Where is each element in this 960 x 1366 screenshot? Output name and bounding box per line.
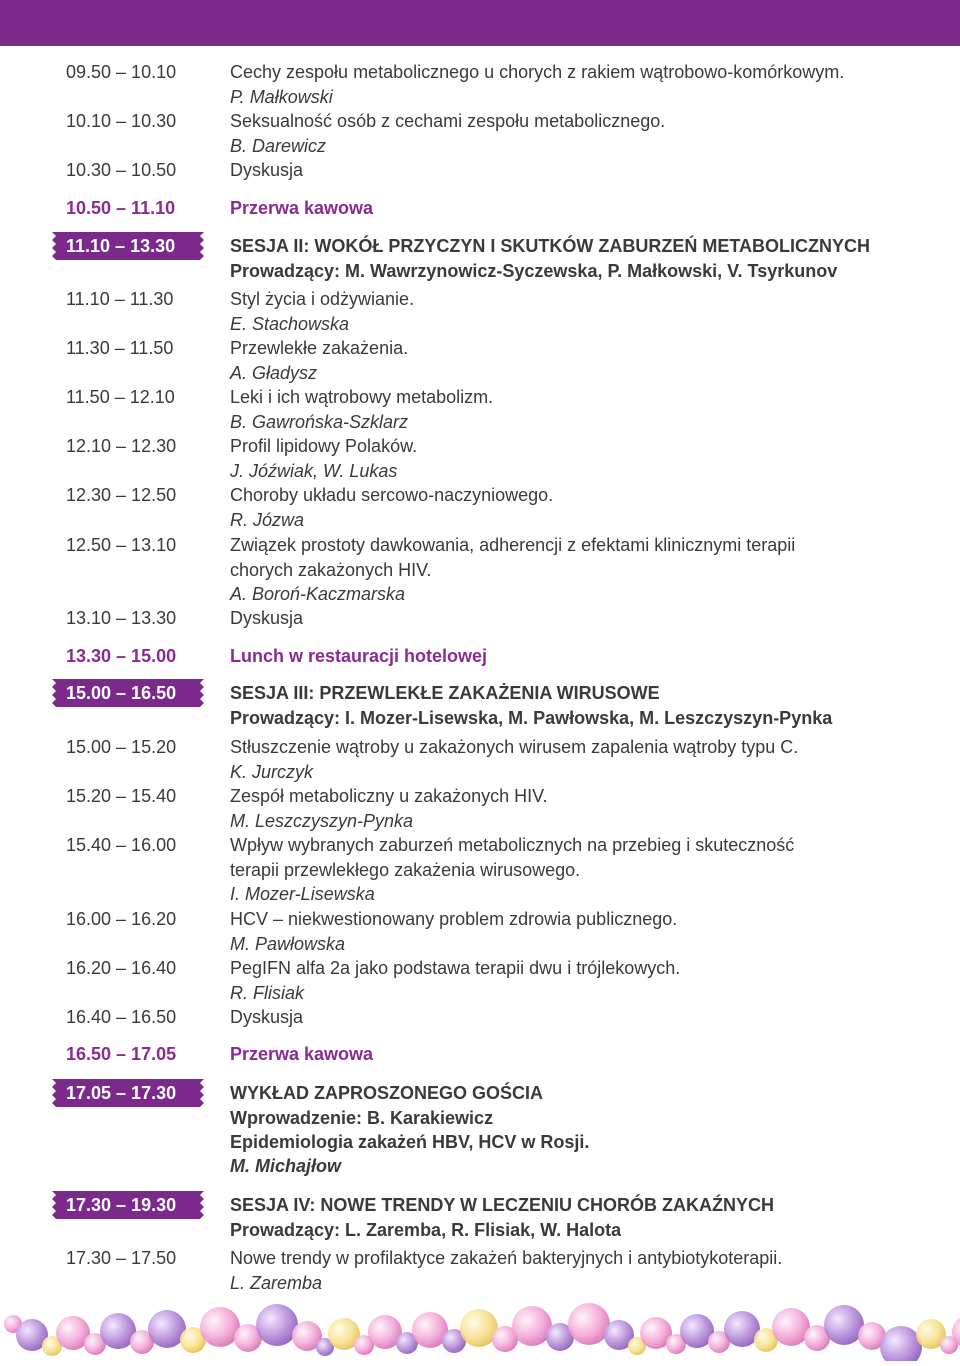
time-slot: 17.30 – 19.30 [66,1195,177,1215]
talk-title: Leki i ich wątrobowy metabolizm. [230,387,494,407]
time-slot: 12.30 – 12.50 [66,485,177,505]
break-title: Przerwa kawowa [230,1044,374,1064]
time-slot: 12.50 – 13.10 [66,535,177,555]
talk-title: Dyskusja [230,608,304,628]
talk-author: I. Mozer-Lisewska [230,884,375,904]
talk-author: M. Leszczyszyn-Pynka [230,811,414,831]
time-slot: 16.00 – 16.20 [66,909,177,929]
bottom-bubbles-decoration [0,1302,960,1361]
talk-title-continued: chorych zakażonych HIV. [230,560,432,580]
bubble [256,1304,298,1346]
session-moderators: Prowadzący: L. Zaremba, R. Flisiak, W. Halota [230,1220,622,1240]
session-moderators: Prowadzący: I. Mozer-Lisewska, M. Pawłowska, M. Leszczyszyn-Pynka [230,708,833,728]
break-title: Przerwa kawowa [230,198,374,218]
time-slot: 17.30 – 17.50 [66,1248,177,1268]
lecture-title: Epidemiologia zakażeń HBV, HCV w Rosji. [230,1132,590,1152]
talk-title-continued: terapii przewlekłego zakażenia wirusowego. [230,860,581,880]
time-slot: 16.40 – 16.50 [66,1007,177,1027]
time-slot: 10.10 – 10.30 [66,111,177,131]
session-title: SESJA IV: NOWE TRENDY W LECZENIU CHORÓB ZAKAŹNYCH [230,1195,775,1215]
time-slot: 17.05 – 17.30 [66,1083,177,1103]
talk-author: B. Gawrońska-Szklarz [230,412,409,432]
talk-title: Choroby układu sercowo-naczyniowego. [230,485,554,505]
time-slot: 16.50 – 17.05 [66,1044,177,1064]
time-slot: 11.30 – 11.50 [66,338,174,358]
time-slot: 15.40 – 16.00 [66,835,177,855]
session-introduction: Wprowadzenie: B. Karakiewicz [230,1108,494,1128]
talk-title: PegIFN alfa 2a jako podstawa terapii dwu i trójlekowych. [230,958,681,978]
time-slot: 11.10 – 11.30 [66,289,174,309]
talk-title: HCV – niekwestionowany problem zdrowia publicznego. [230,909,678,929]
time-slot: 15.20 – 15.40 [66,786,177,806]
time-slot: 13.30 – 15.00 [66,646,177,666]
top-decorative-band [0,0,960,46]
time-slot: 10.30 – 10.50 [66,160,177,180]
bubble [824,1305,864,1345]
bubble [200,1307,240,1347]
talk-title: Wpływ wybranych zaburzeń metabolicznych na przebieg i skuteczność [230,835,795,855]
talk-title: Profil lipidowy Polaków. [230,436,418,456]
session-title: WYKŁAD ZAPROSZONEGO GOŚCIA [230,1083,544,1103]
talk-title: Styl życia i odżywianie. [230,289,415,309]
talk-author: A. Gładysz [230,363,318,383]
time-slot: 10.50 – 11.10 [66,198,176,218]
talk-author: B. Darewicz [230,136,327,156]
time-slot: 09.50 – 10.10 [66,62,177,82]
talk-author: J. Jóźwiak, W. Lukas [230,461,398,481]
talk-title: Związek prostoty dawkowania, adherencji z efektami klinicznymi terapii [230,535,796,555]
bubble [880,1326,922,1361]
talk-author: R. Józwa [230,510,305,530]
session-time-badge [52,679,204,707]
talk-author: A. Boroń-Kaczmarska [230,584,406,604]
talk-title: Dyskusja [230,160,304,180]
bubble [568,1303,610,1345]
session-time-badge [52,1191,204,1219]
time-slot: 16.20 – 16.40 [66,958,177,978]
talk-author: R. Flisiak [230,983,305,1003]
session-title: SESJA III: PRZEWLEKŁE ZAKAŻENIA WIRUSOWE [230,683,660,703]
time-slot: 11.50 – 12.10 [66,387,175,407]
talk-author: L. Zaremba [230,1273,323,1293]
time-slot: 15.00 – 16.50 [66,683,177,703]
talk-title: Seksualność osób z cechami zespołu metabolicznego. [230,111,666,131]
top-band-scallop [0,38,960,48]
talk-author: E. Stachowska [230,314,350,334]
talk-title: Dyskusja [230,1007,304,1027]
talk-title: Zespół metaboliczny u zakażonych HIV. [230,786,548,806]
time-slot: 13.10 – 13.30 [66,608,177,628]
lecture-speaker: M. Michajłow [230,1156,342,1176]
time-slot: 11.10 – 13.30 [66,236,176,256]
bubble [512,1306,552,1346]
time-slot: 15.00 – 15.20 [66,737,177,757]
session-moderators: Prowadzący: M. Wawrzynowicz-Syczewska, P. Małkowski, V. Tsyrkunov [230,261,838,281]
talk-author: M. Pawłowska [230,934,346,954]
talk-author: P. Małkowski [230,87,333,107]
bubbles-graphic [0,1302,960,1361]
break-title: Lunch w restauracji hotelowej [230,646,488,666]
session-time-badge [52,232,204,260]
talk-author: K. Jurczyk [230,762,314,782]
talk-title: Cechy zespołu metabolicznego u chorych z rakiem wątrobowo-komórkowym. [230,62,845,82]
time-slot: 12.10 – 12.30 [66,436,177,456]
talk-title: Stłuszczenie wątroby u zakażonych wirusem zapalenia wątroby typu C. [230,737,799,757]
session-time-badge [52,1079,204,1107]
talk-title: Nowe trendy w profilaktyce zakażeń bakteryjnych i antybiotykoterapii. [230,1248,783,1268]
session-title: SESJA II: WOKÓŁ PRZYCZYN I SKUTKÓW ZABURZEŃ METABOLICZNYCH [230,236,870,256]
talk-title: Przewlekłe zakażenia. [230,338,409,358]
